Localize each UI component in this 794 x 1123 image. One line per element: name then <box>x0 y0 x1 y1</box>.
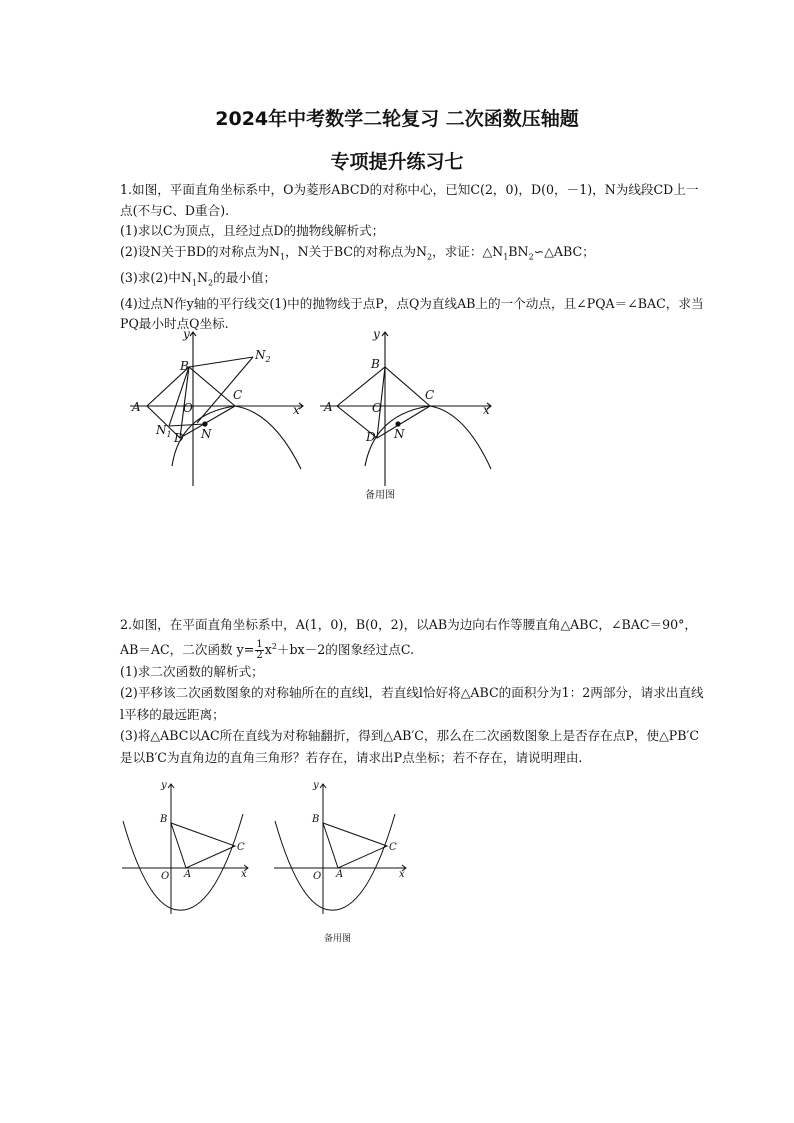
svg-text:O: O <box>161 871 170 882</box>
q1-figure-main <box>125 326 310 491</box>
svg-text:N: N <box>394 427 405 441</box>
svg-text:C: C <box>233 388 243 402</box>
spare-figure-caption: 备用图 <box>365 490 395 501</box>
svg-text:D: D <box>174 431 184 445</box>
svg-text:x: x <box>293 403 300 417</box>
q1-part-4: (4)过点N作y轴的平行线交(1)中的抛物线于点P，点Q为直线AB上的一个动点，且∠PQA＝∠BAC，求当PQ最小时点Q坐标. <box>120 295 704 332</box>
question-1 <box>120 180 705 335</box>
svg-text:x: x <box>399 869 405 880</box>
svg-text:y: y <box>373 327 380 341</box>
svg-text:x: x <box>483 403 490 417</box>
svg-text:N: N <box>201 427 212 441</box>
svg-text:A: A <box>336 869 344 880</box>
q2-part-3: (3)将△ABC以AC所在直线为对称轴翻折，得到△AB′C，那么在二次函数图象上是否存在点P，使△PB′C是以B′C为直角边的直角三角形？若存在，请求出P点坐标；若不存在，请说明理由. <box>120 728 699 765</box>
svg-text:B: B <box>160 814 168 825</box>
svg-text:O: O <box>372 401 382 415</box>
question-2 <box>120 614 705 768</box>
q1-part-2: (2)设N关于BD的对称点为$N_1$，N关于BC的对称点为$N_2$，求证：$\triangle N_1BN_2∽\triangle ABC$； <box>120 243 595 262</box>
svg-text:C: C <box>425 388 435 402</box>
svg-text:x: x <box>241 869 247 880</box>
svg-text:C: C <box>237 842 245 853</box>
svg-text:A: A <box>132 400 141 414</box>
svg-text:B: B <box>371 357 380 371</box>
fraction-one-half: $\frac{1}{2}$ <box>256 638 263 661</box>
svg-text:A: A <box>324 400 333 414</box>
q2-figure-main <box>118 778 258 918</box>
svg-text:O: O <box>313 871 322 882</box>
document-title: 2024年中考数学二轮复习 二次函数压轴题 <box>215 108 579 130</box>
svg-text:D: D <box>366 430 376 444</box>
svg-text:y: y <box>313 780 319 791</box>
q2-part-1: (1)求二次函数的解析式； <box>120 663 264 679</box>
q2-figure-spare <box>270 778 410 948</box>
svg-text:C: C <box>389 842 397 853</box>
q2-part-2: (2)平移该二次函数图象的对称轴所在的直线l，若直线l恰好将△ABC的面积分为1：2两部分，请求出直线l平移的最远距离； <box>120 685 704 722</box>
svg-text:B: B <box>312 814 320 825</box>
svg-text:y: y <box>183 327 190 341</box>
svg-text:O: O <box>183 401 193 415</box>
spare-figure-caption-2: 备用图 <box>324 934 352 944</box>
q1-stem: 1.如图，平面直角坐标系中，O为菱形ABCD的对称中心，已知C(2，0)，D(0，－1)，N为线段CD上一点(不与C、D重合). <box>120 182 699 218</box>
svg-text:N1: $N_1$ <box>156 423 172 439</box>
svg-text:N2: $N_2$ <box>255 348 271 364</box>
document-subtitle: 专项提升练习七 <box>330 151 464 173</box>
q1-figure-spare <box>315 326 500 504</box>
svg-text:B: B <box>180 359 189 373</box>
q1-part-1: (1)求以C为顶点，且经过点D的抛物线解析式； <box>120 223 385 238</box>
svg-text:y: y <box>161 780 167 791</box>
q1-part-3: (3)求(2)中$N_1N_2$的最小值； <box>120 269 277 288</box>
q2-stem: 2.如图，在平面直角坐标系中，A(1，0)，B(0，2)，以AB为边向右作等腰直角△ABC，∠BAC＝90°，AB＝AC，二次函数 y= $\frac{1}{2}$ $x^2+bx-2$的图象经过点C. <box>120 617 697 661</box>
svg-text:A: A <box>184 869 192 880</box>
